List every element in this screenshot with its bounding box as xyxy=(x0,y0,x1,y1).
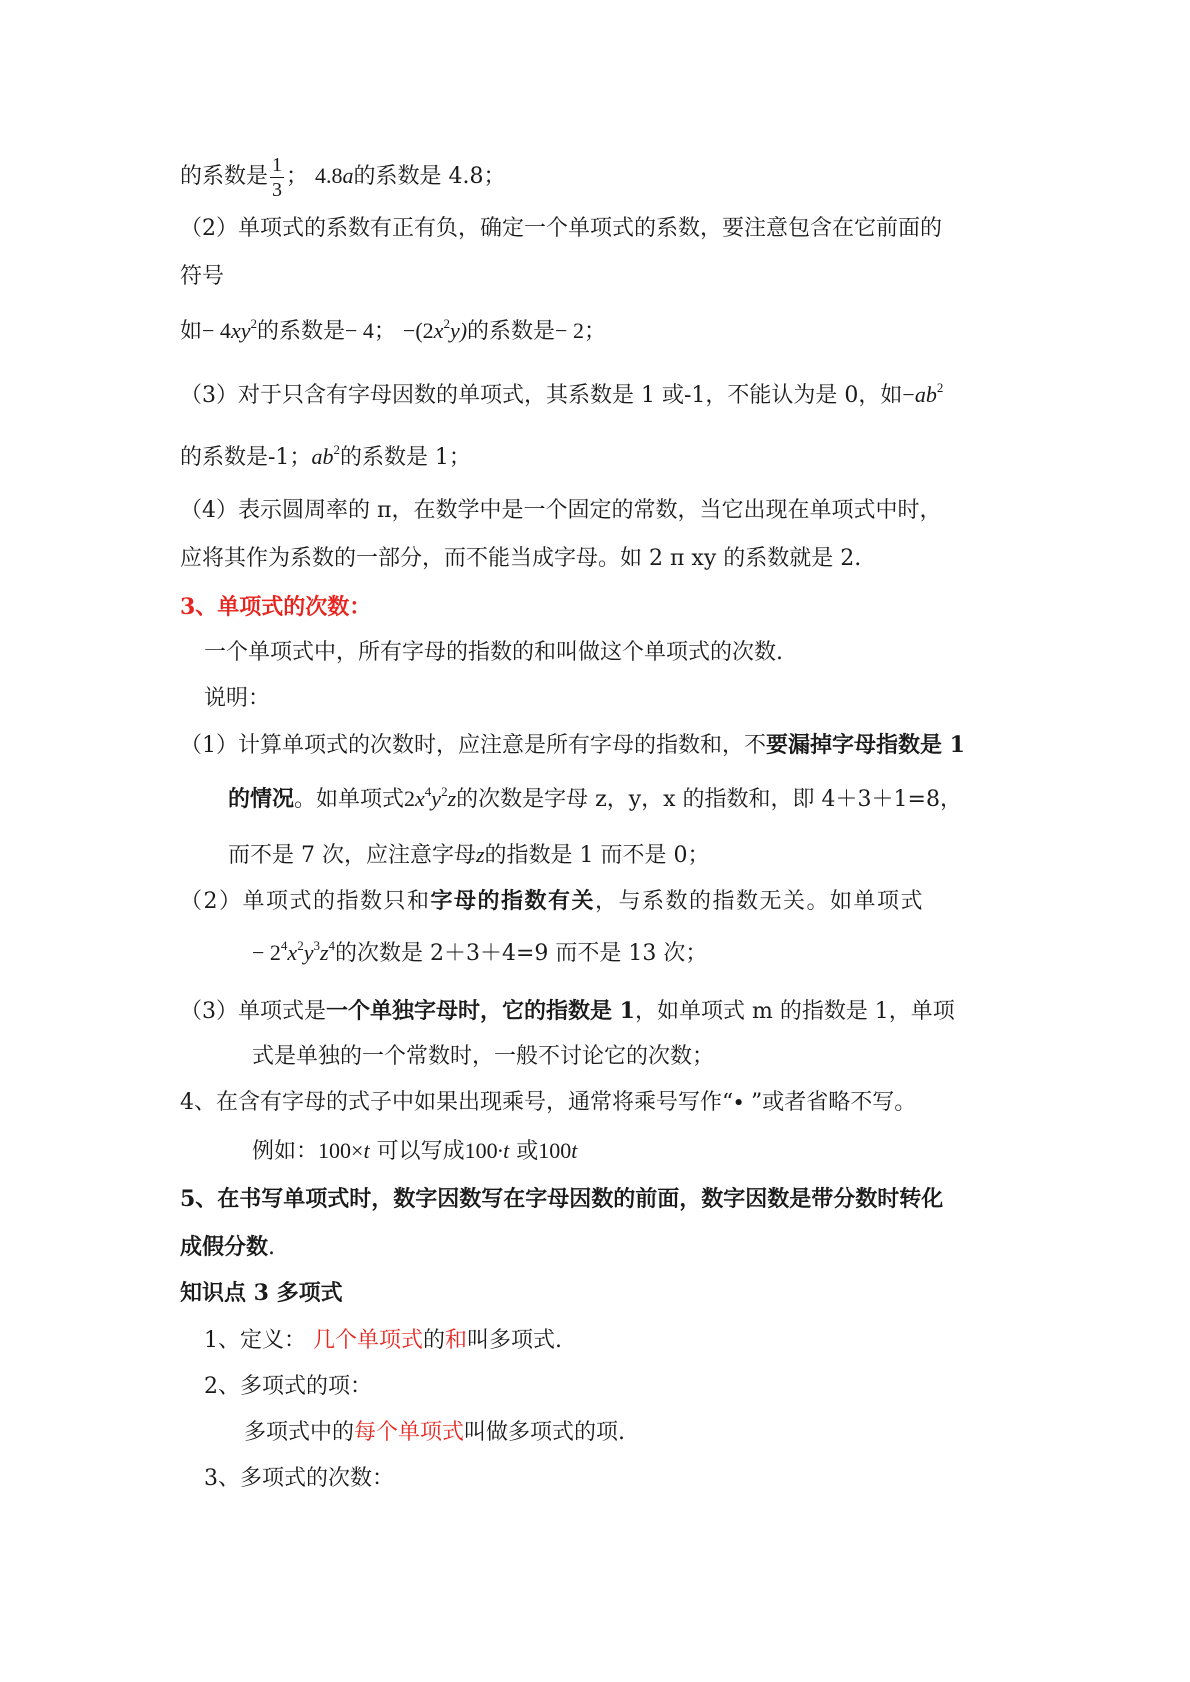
line-letter-only: （3）对于只含有字母因数的单项式，其系数是 1 或-1，不能认为是 0，如$-ab^2$ xyxy=(180,380,944,408)
line-degree-rule-1: （1）计算单项式的次数时，应注意是所有字母的指数和，不要漏掉字母指数是 1 xyxy=(180,732,965,758)
line-multiplication-note: 4、在含有字母的式子中如果出现乘号，通常将乘号写作“∙ ”或者省略不写。 xyxy=(180,1090,917,1115)
line-letter-only-cont: 的系数是-1；$ab^2$的系数是 1； xyxy=(180,442,471,470)
line-multiplication-example: 例如：100×t 可以写成100∙t 或100t xyxy=(252,1138,578,1164)
line-negative-examples: 如− $4xy^2$的系数是− 4； $-(2x^2y)$的系数是− 2； xyxy=(180,316,606,344)
line-degree-rule-1-example: 的情况。如单项式$2x^4y^2z$的次数是字母 z，y，x 的指数和，即 4＋3＋1=8， xyxy=(228,784,962,812)
heading-degree: 3、单项式的次数： xyxy=(180,594,372,620)
line-polynomial-degree-label: 3、多项式的次数： xyxy=(204,1466,394,1491)
line-polynomial-terms-definition: 多项式中的每个单项式叫做多项式的项. xyxy=(244,1420,626,1445)
line-pi-note-cont: 应将其作为系数的一部分，而不能当成字母。如 2 π xy 的系数就是 2. xyxy=(180,546,862,571)
line-explanation-label: 说明： xyxy=(204,686,271,711)
line-sign-note: （2）单项式的系数有正有负，确定一个单项式的系数，要注意包含在它前面的 xyxy=(180,216,942,241)
line-polynomial-definition: 1、定义： 几个单项式的和叫多项式. xyxy=(204,1328,563,1353)
line-degree-rule-3: （3）单项式是一个单独字母时，它的指数是 1，如单项式 m 的指数是 1，单项 xyxy=(180,998,955,1024)
line-polynomial-terms-label: 2、多项式的项： xyxy=(204,1374,372,1399)
line-degree-rule-2-example: − $2^4x^2y^3z^4$的次数是 2＋3＋4=9 而不是 13 次； xyxy=(252,938,708,966)
line-writing-rule: 5、在书写单项式时，数字因数写在字母因数的前面，数字因数是带分数时转化 xyxy=(180,1186,944,1212)
line-degree-rule-3-cont: 式是单独的一个常数时，一般不讨论它的次数； xyxy=(252,1044,715,1069)
line-coefficient-examples: 的系数是 $\frac{1}{3}$ ； 4.8a的系数是 4.8； xyxy=(180,153,506,201)
line-degree-rule-1-cont: 而不是 7 次，应注意字母z的指数是 1 而不是 0； xyxy=(228,842,710,868)
line-degree-definition: 一个单项式中，所有字母的指数的和叫做这个单项式的次数. xyxy=(204,640,783,665)
line-sign-note-cont: 符号 xyxy=(180,264,225,289)
fraction-one-third: $\frac{1}{3}$ xyxy=(272,153,283,201)
line-degree-rule-2: （2）单项式的指数只和字母的指数有关，与系数的指数无关。如单项式 xyxy=(180,888,925,914)
line-writing-rule-cont: 成假分数. xyxy=(180,1234,276,1260)
heading-knowledge-point-3: 知识点 3 多项式 xyxy=(180,1280,343,1306)
line-pi-note: （4）表示圆周率的 π，在数学中是一个固定的常数，当它出现在单项式中时， xyxy=(180,498,942,523)
